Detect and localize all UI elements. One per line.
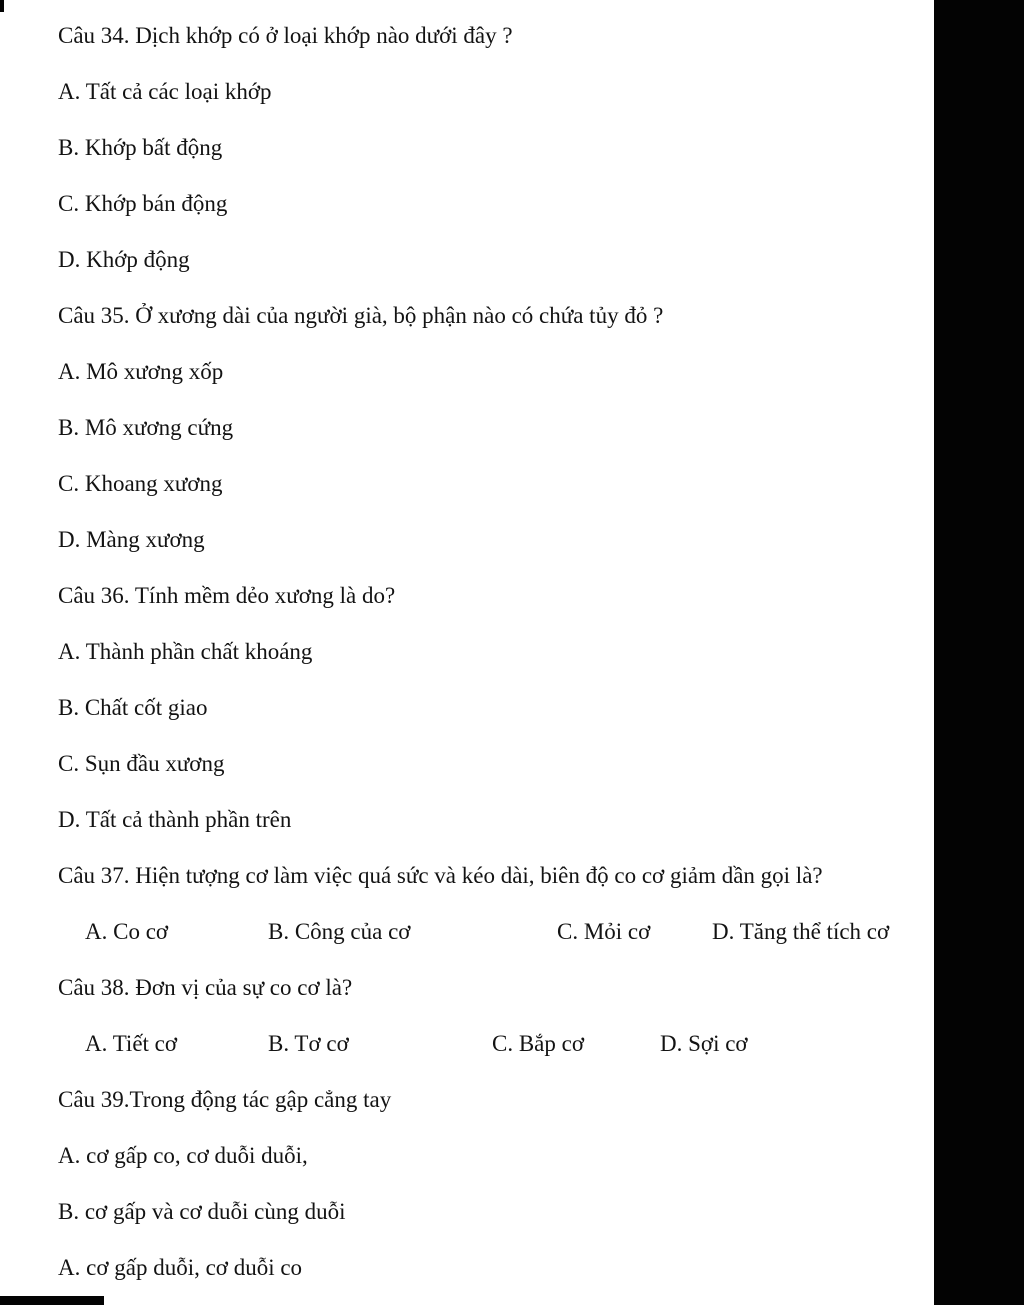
answer-option: C. Khoang xương xyxy=(58,471,223,496)
question-text: Câu 36. Tính mềm dẻo xương là do? xyxy=(58,583,396,608)
question-36 xyxy=(0,568,1024,848)
answer-option: A. Mô xương xốp xyxy=(58,359,224,384)
answer-option: B. cơ gấp và cơ duỗi cùng duỗi xyxy=(58,1199,346,1224)
question-35 xyxy=(0,288,1024,568)
answer-options-row xyxy=(0,1016,1024,1072)
answer-options-row xyxy=(0,904,1024,960)
answer-option: A. cơ gấp duỗi, cơ duỗi co xyxy=(58,1255,303,1280)
answer-option: B. Tơ cơ xyxy=(268,1031,349,1056)
answer-option: B. Khớp bất động xyxy=(58,135,223,160)
question-text: Câu 34. Dịch khớp có ở loại khớp nào dưới đây ? xyxy=(58,23,513,48)
answer-option: B. Chất cốt giao xyxy=(58,695,208,720)
question-34 xyxy=(0,8,1024,288)
answer-option: C. Mỏi cơ xyxy=(557,919,651,944)
answer-option: A. Co cơ xyxy=(85,919,169,944)
answer-option: B. Mô xương cứng xyxy=(58,415,234,440)
answer-option: C. Khớp bán động xyxy=(58,191,228,216)
answer-option: D. Màng xương xyxy=(58,527,205,552)
scan-black-bar-right xyxy=(934,0,1024,1305)
answer-option: A. Tiết cơ xyxy=(85,1031,178,1056)
answer-option: A. cơ gấp co, cơ duỗi duỗi, xyxy=(58,1143,308,1168)
question-37 xyxy=(0,848,1024,960)
answer-option: C. Bắp cơ xyxy=(492,1031,585,1056)
question-text: Câu 37. Hiện tượng cơ làm việc quá sức và kéo dài, biên độ co cơ giảm dần gọi là? xyxy=(58,863,823,888)
question-text: Câu 38. Đơn vị của sự co cơ là? xyxy=(58,975,353,1000)
question-text: Câu 35. Ở xương dài của người già, bộ phận nào có chứa tủy đỏ ? xyxy=(58,303,664,328)
answer-option: A. Thành phần chất khoáng xyxy=(58,639,313,664)
answer-option: D. Sợi cơ xyxy=(660,1031,748,1056)
question-text: Câu 39.Trong động tác gập cẳng tay xyxy=(58,1087,392,1112)
answer-option: C. Sụn đầu xương xyxy=(58,751,225,776)
scan-artifact-top-left xyxy=(0,0,4,12)
scan-black-bar-bottom-left xyxy=(0,1296,104,1305)
answer-option: D. Tăng thể tích cơ xyxy=(712,919,890,944)
question-38 xyxy=(0,960,1024,1072)
question-39 xyxy=(0,1072,1024,1296)
answer-option: D. Khớp động xyxy=(58,247,190,272)
answer-option: D. Tất cả thành phần trên xyxy=(58,807,292,832)
answer-option: A. Tất cả các loại khớp xyxy=(58,79,272,104)
answer-option: B. Công của cơ xyxy=(268,919,411,944)
